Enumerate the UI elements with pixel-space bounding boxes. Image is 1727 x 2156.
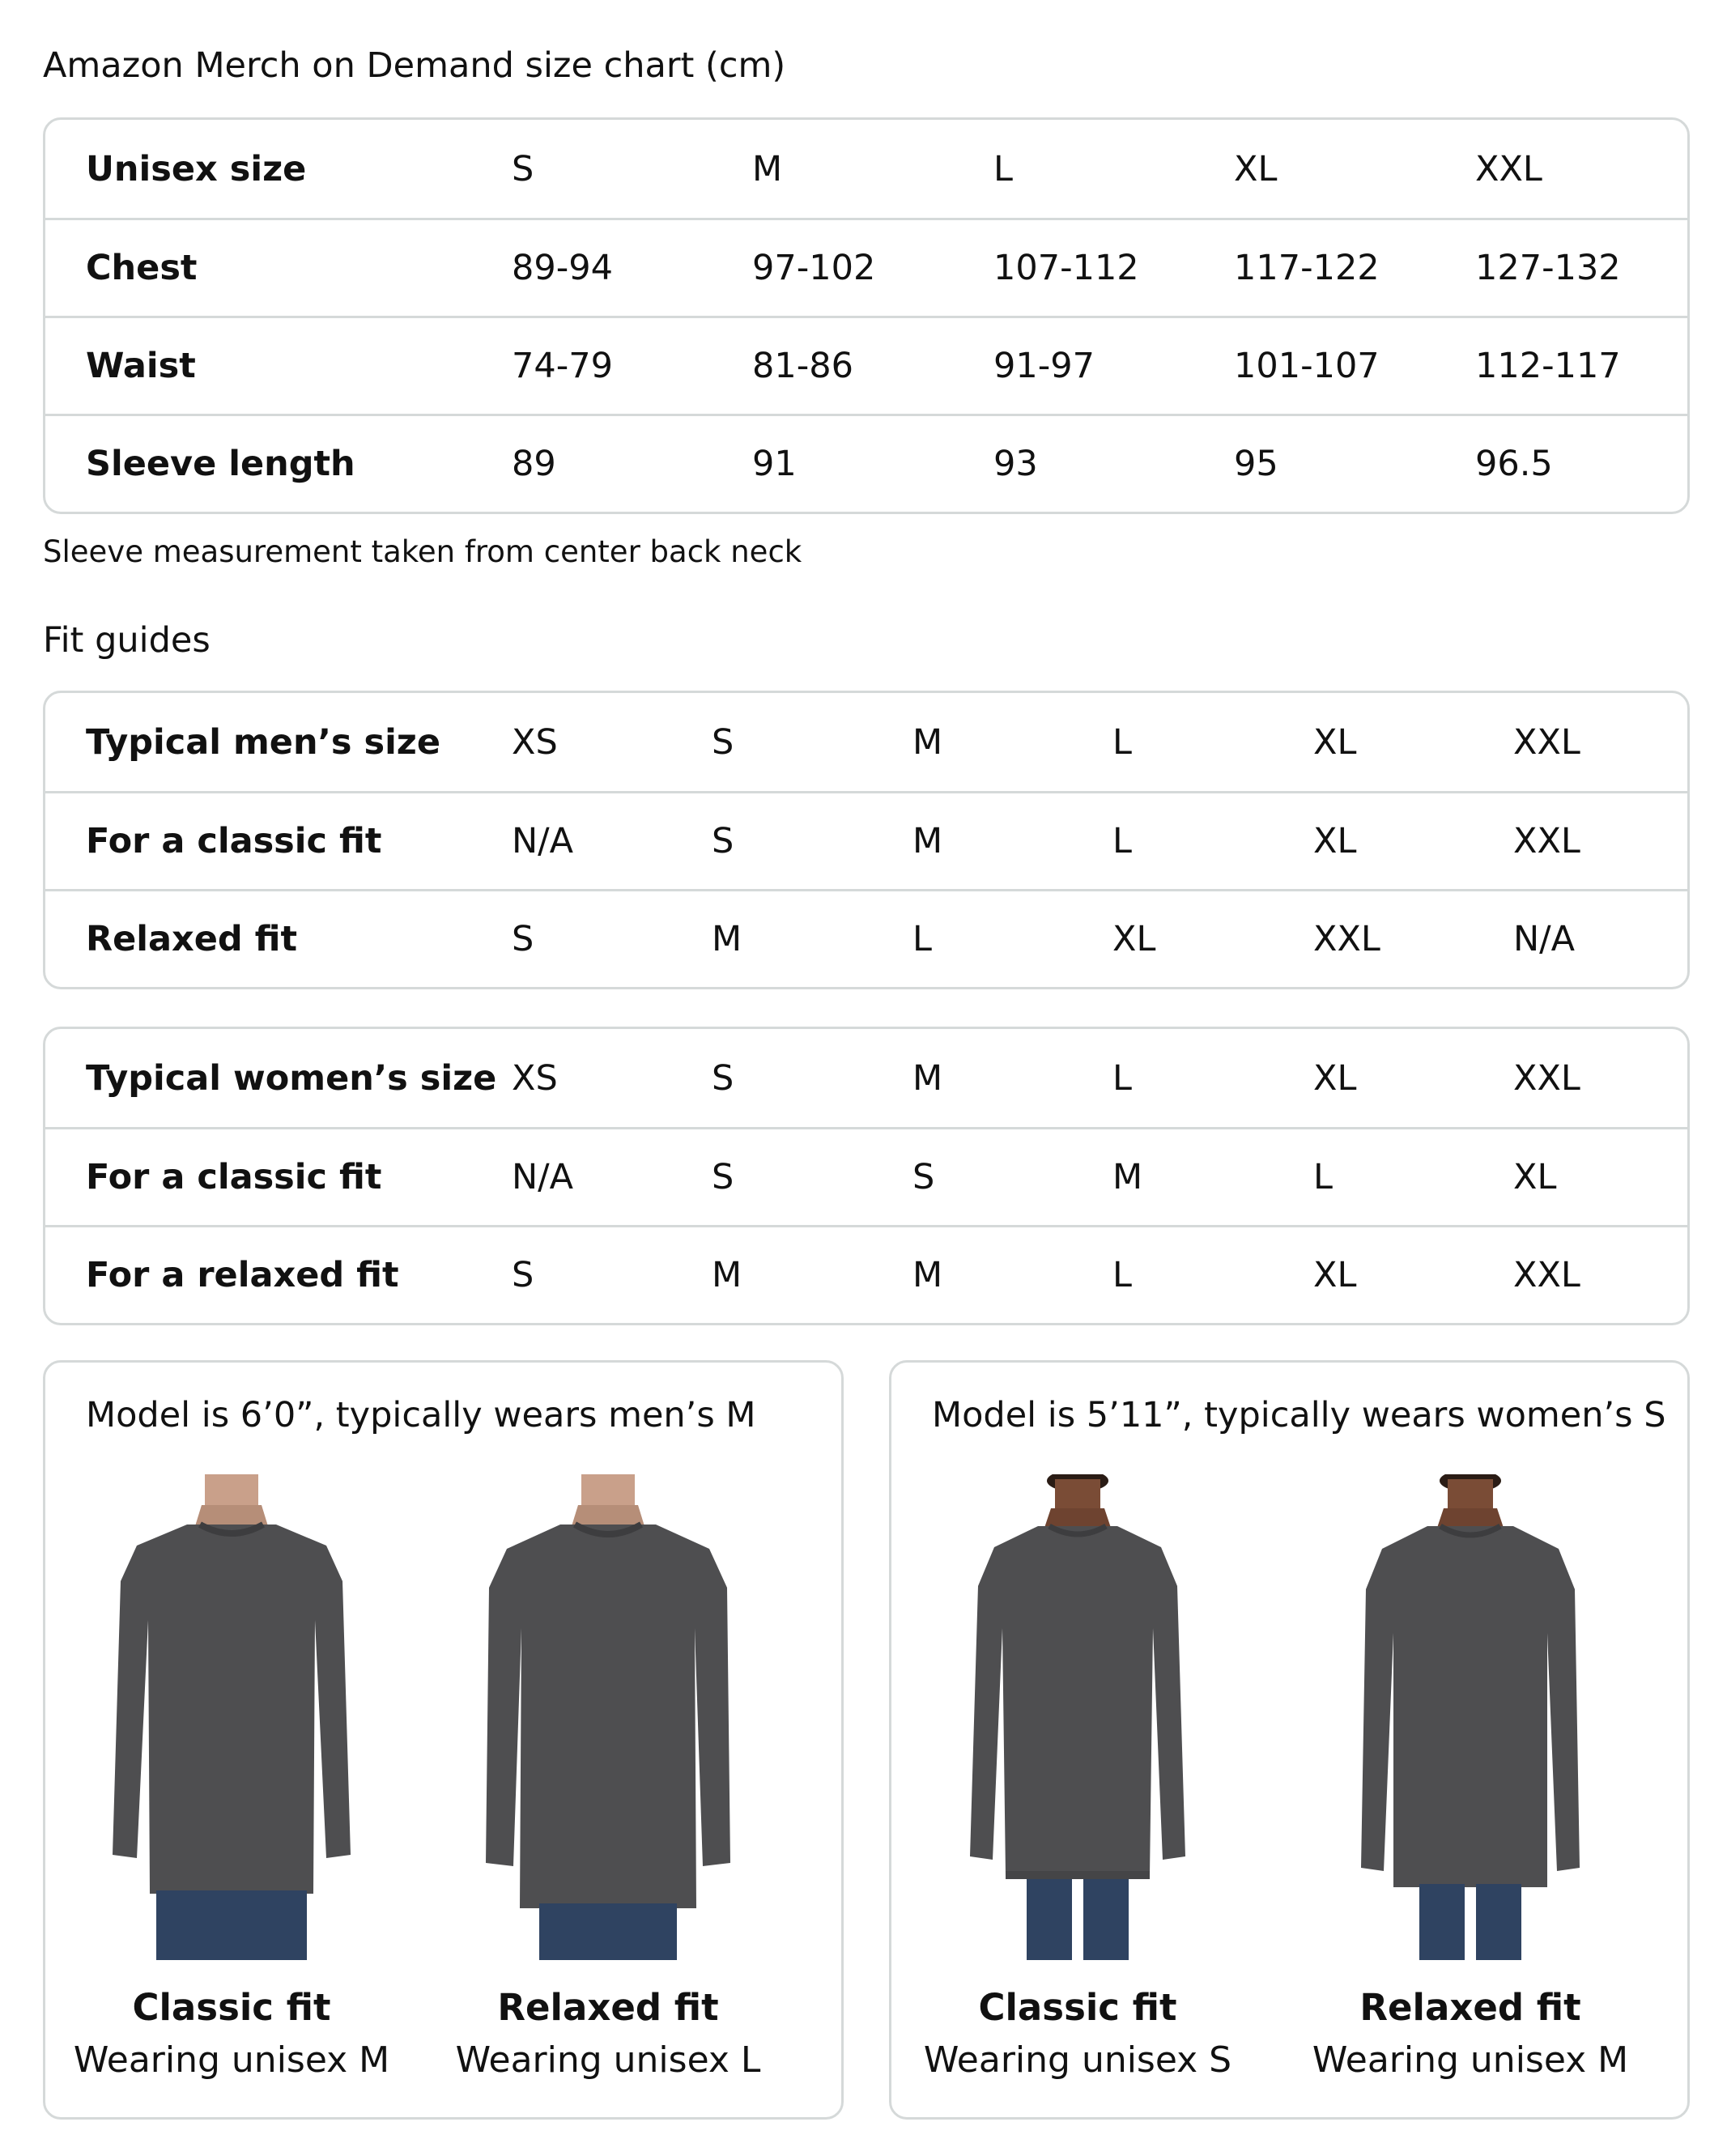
row-label: Relaxed fit [86, 919, 298, 959]
fit-size-worn: Wearing unisex L [455, 2039, 761, 2081]
table-cell: 112-117 [1475, 346, 1621, 386]
table-cell: 74-79 [512, 346, 613, 386]
table-cell: L [912, 919, 932, 959]
table-row [45, 791, 1687, 889]
table-cell: 81-86 [752, 346, 853, 386]
table-cell: 91-97 [993, 346, 1095, 386]
table-cell: 117-122 [1234, 248, 1380, 288]
womens-relaxed-fit-photo [1345, 1474, 1596, 1960]
table-cell: S [512, 148, 534, 189]
table-cell: 91 [752, 444, 797, 484]
size-chart-table [43, 117, 1690, 514]
table-cell: M [1112, 1157, 1143, 1197]
table-cell: S [912, 1157, 935, 1197]
table-cell: M [912, 1057, 943, 1099]
table-cell: 89 [512, 444, 556, 484]
table-cell: XS [512, 1057, 558, 1099]
sleeve-note: Sleeve measurement taken from center back neck [43, 534, 802, 569]
row-label: Typical women’s size [86, 1057, 497, 1099]
table-cell: L [1313, 1157, 1333, 1197]
table-cell: 96.5 [1475, 444, 1553, 484]
table-cell: L [1112, 821, 1132, 861]
table-cell: XS [512, 721, 558, 763]
mens-relaxed-fit-photo [483, 1474, 734, 1960]
table-cell: 127-132 [1475, 248, 1621, 288]
table-cell: XL [1234, 148, 1278, 189]
table-row [45, 889, 1687, 987]
table-cell: S [512, 919, 534, 959]
table-cell: S [712, 821, 734, 861]
table-row [45, 1225, 1687, 1323]
table-cell: M [712, 1255, 742, 1295]
table-cell: XXL [1513, 1255, 1580, 1295]
table-row [45, 120, 1687, 218]
table-cell: XXL [1475, 148, 1542, 189]
mens-fit-guide-table [43, 691, 1690, 989]
fit-guides-heading: Fit guides [43, 620, 211, 661]
row-label: Typical men’s size [86, 721, 440, 763]
womens-model-card [889, 1360, 1690, 2120]
table-cell: M [912, 821, 943, 861]
table-cell: XXL [1313, 919, 1380, 959]
model-description: Model is 5’11”, typically wears women’s S [932, 1395, 1666, 1435]
table-row [45, 316, 1687, 414]
row-label: Unisex size [86, 148, 307, 189]
womens-fit-guide-table [43, 1027, 1690, 1325]
fit-name: Classic fit [978, 1986, 1177, 2029]
table-cell: 101-107 [1234, 346, 1380, 386]
table-cell: N/A [512, 821, 574, 861]
table-cell: 93 [993, 444, 1038, 484]
row-label: Waist [86, 346, 196, 386]
fit-name: Relaxed fit [1359, 1986, 1581, 2029]
fit-size-worn: Wearing unisex M [1312, 2039, 1629, 2081]
row-label: For a relaxed fit [86, 1255, 399, 1295]
table-row [45, 1127, 1687, 1225]
table-cell: XL [1513, 1157, 1557, 1197]
fit-name: Relaxed fit [497, 1986, 719, 2029]
table-row [45, 693, 1687, 791]
table-cell: XL [1313, 721, 1357, 763]
table-cell: N/A [512, 1157, 574, 1197]
model-description: Model is 6’0”, typically wears men’s M [86, 1395, 756, 1435]
fit-name: Classic fit [132, 1986, 331, 2029]
table-cell: S [712, 1157, 734, 1197]
table-cell: XXL [1513, 1057, 1580, 1099]
mens-classic-fit-photo [106, 1474, 357, 1960]
fit-size-worn: Wearing unisex S [923, 2039, 1232, 2081]
table-cell: XXL [1513, 821, 1580, 861]
table-cell: XL [1112, 919, 1156, 959]
fit-size-worn: Wearing unisex M [73, 2039, 390, 2081]
table-row [45, 414, 1687, 512]
table-cell: XXL [1513, 721, 1580, 763]
table-cell: 95 [1234, 444, 1278, 484]
size-chart-title: Amazon Merch on Demand size chart (cm) [43, 45, 786, 86]
mens-model-card [43, 1360, 844, 2120]
table-cell: 89-94 [512, 248, 613, 288]
row-label: For a classic fit [86, 821, 382, 861]
table-cell: 107-112 [993, 248, 1139, 288]
table-cell: S [712, 1057, 734, 1099]
table-cell: XL [1313, 1255, 1357, 1295]
womens-classic-fit-photo [952, 1474, 1203, 1960]
table-cell: L [1112, 1255, 1132, 1295]
table-cell: L [993, 148, 1013, 189]
table-cell: S [712, 721, 734, 763]
table-cell: M [912, 721, 943, 763]
table-row [45, 1029, 1687, 1127]
table-cell: M [712, 919, 742, 959]
row-label: Sleeve length [86, 444, 355, 484]
table-cell: M [912, 1255, 943, 1295]
table-cell: L [1112, 721, 1132, 763]
table-row [45, 218, 1687, 316]
table-cell: XL [1313, 821, 1357, 861]
table-cell: N/A [1513, 919, 1576, 959]
table-cell: 97-102 [752, 248, 876, 288]
table-cell: M [752, 148, 783, 189]
table-cell: XL [1313, 1057, 1357, 1099]
table-cell: L [1112, 1057, 1132, 1099]
row-label: For a classic fit [86, 1157, 382, 1197]
table-cell: S [512, 1255, 534, 1295]
row-label: Chest [86, 248, 198, 288]
